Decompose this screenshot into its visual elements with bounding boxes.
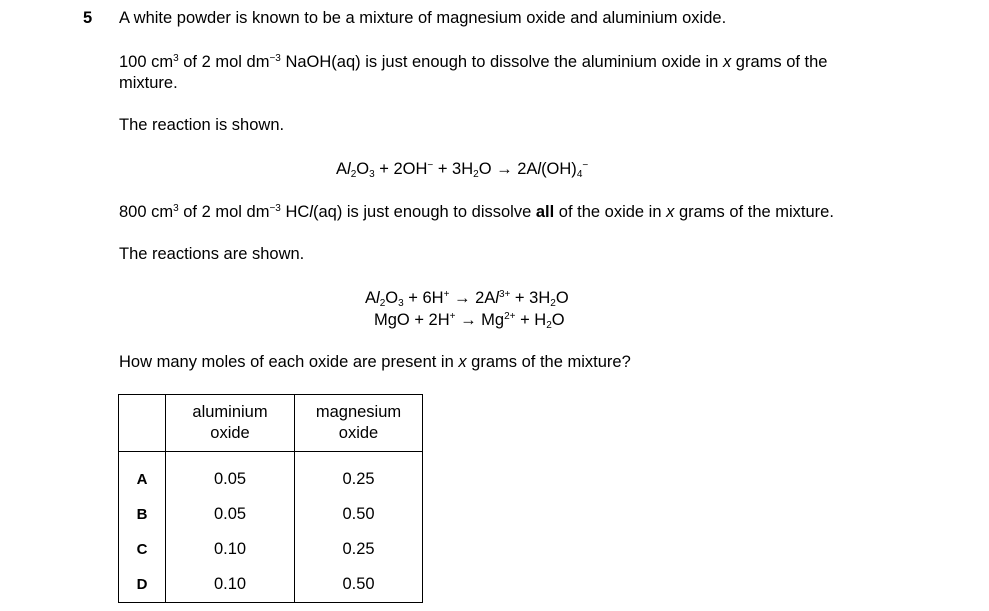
reaction-shown-text: The reaction is shown. xyxy=(119,116,285,134)
magnesium-oxide-value: 0.25 xyxy=(295,532,423,567)
header-aluminium-oxide: aluminium oxide xyxy=(166,395,295,452)
question-number: 5 xyxy=(83,9,93,27)
option-letter: D xyxy=(119,567,166,603)
naoh-statement-line1: 100 $cm^3$ of 2 mol $dm^{-3}$ NaOH(aq) is just enough to dissolve the aluminium oxide in x grams of the xyxy=(119,53,828,71)
answer-options-table xyxy=(118,394,423,603)
intro-text: A white powder is known to be a mixture of magnesium oxide and aluminium oxide. xyxy=(119,9,727,27)
aluminium-oxide-value: 0.05 xyxy=(166,497,295,532)
magnesium-oxide-value: 0.50 xyxy=(295,497,423,532)
question-prompt: How many moles of each oxide are present in x grams of the mixture? xyxy=(119,353,631,371)
option-letter: A xyxy=(119,462,166,497)
reactions-shown-text: The reactions are shown. xyxy=(119,245,305,263)
equation-mgo-acid: MgO + $2H^+ \to Mg^{2+} + H_2O$ xyxy=(374,311,565,331)
equation-naoh: $Al_2O_3 + 2OH^- + 3H_2O \to 2Al(OH)_4^-$ xyxy=(336,160,589,180)
equation-al2o3-acid: $Al_2O_3 + 6H^+ \to 2Al^{3+} + 3H_2O$ xyxy=(365,289,569,309)
table-row[interactable] xyxy=(119,497,423,532)
magnesium-oxide-value: 0.50 xyxy=(295,567,423,603)
naoh-statement-line2: mixture. xyxy=(119,74,178,92)
table-row[interactable] xyxy=(119,567,423,603)
header-magnesium-oxide: magnesium oxide xyxy=(295,395,423,452)
aluminium-oxide-value: 0.10 xyxy=(166,567,295,603)
table-row[interactable] xyxy=(119,532,423,567)
table-row[interactable] xyxy=(119,462,423,497)
option-letter: C xyxy=(119,532,166,567)
aluminium-oxide-value: 0.05 xyxy=(166,462,295,497)
aluminium-oxide-value: 0.10 xyxy=(166,532,295,567)
table-header-row xyxy=(119,395,423,452)
magnesium-oxide-value: 0.25 xyxy=(295,462,423,497)
hcl-statement: 800 $cm^3$ of 2 mol $dm^{-3}$ HCl(aq) is just enough to dissolve all of the oxide in x grams of the mixture. xyxy=(119,203,834,221)
option-letter: B xyxy=(119,497,166,532)
